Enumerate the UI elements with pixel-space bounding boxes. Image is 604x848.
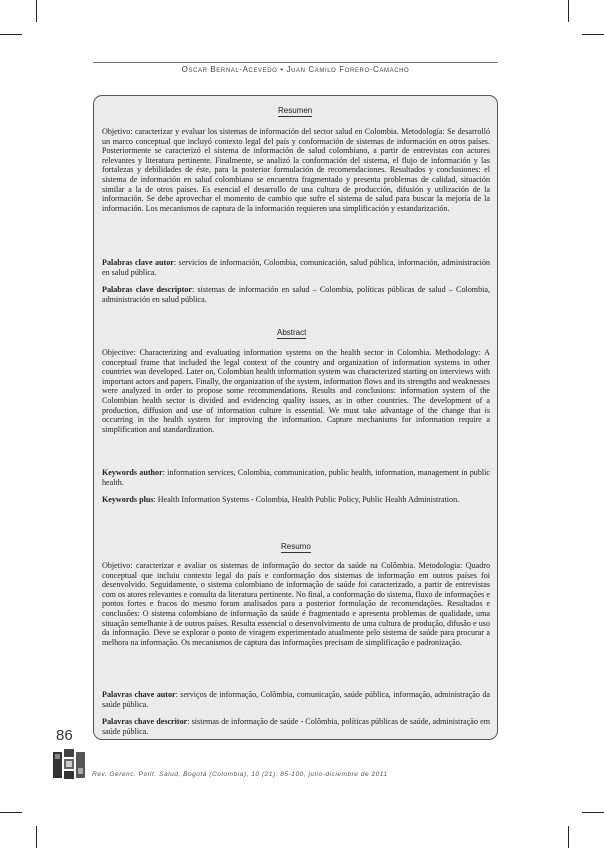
crop-mark-bottom-left-v xyxy=(36,826,37,848)
abstract-keywords-plus xyxy=(102,495,490,505)
resumo-title: Resumo xyxy=(281,542,311,551)
resumo-kw-author-text: : serviços de informação, Colômbia, comunicação, saúde pública, informação, administração da saúde pública. xyxy=(102,690,490,709)
resumen-kw-author-label: Palabras clave autor xyxy=(102,258,174,267)
resumen-keywords-descriptor xyxy=(102,285,490,304)
running-head: Oscar Bernal-Acevedo • Juan Camilo Forero-Camacho xyxy=(181,65,410,74)
abstract-body: Objective: Characterizing and evaluating information systems on the health sector in Colombia. Methodology: A conceptual frame that included the legal context of the country and organization of information systems in other countries was developed. Later on, Colombian health information system was characterized starting on interviews with important actors and papers. Finally, the organization of the system, information flows and its strengths and weaknesses were analyzed in order to propose some recommendations. Results and conclusions: information system of the Colombian health sector is divided and evidencing quality issues, as in other countries. The development of a production, diffusion and use of information culture is essential. We must take advantage of the change that is occurring in the health system for improving the information. Capture mechanisms for information require a simplification and standardization. xyxy=(102,348,490,434)
page-number: 86 xyxy=(56,727,73,744)
resumo-keywords-author xyxy=(102,690,490,709)
crop-mark-top-right-v xyxy=(568,0,569,22)
crop-mark-bottom-left-h xyxy=(0,812,22,813)
journal-logo-icon xyxy=(52,748,86,782)
resumo-kw-desc-text: : sistemas de informação de saúde - Colômbia, políticas públicas de saúde, administração em saúde pública. xyxy=(102,717,490,736)
abstract-kw-plus-label: Keywords plus xyxy=(102,495,154,504)
resumen-title: Resumen xyxy=(278,106,313,115)
resumen-kw-author-text: : servicios de información, Colombia, comunicación, salud pública, información, administración en salud pública. xyxy=(102,258,490,277)
crop-mark-top-left-v xyxy=(36,0,37,22)
abstract-kw-author-text: : information services, Colombia, communication, public health, information, management in public health. xyxy=(102,468,490,487)
resumen-kw-desc-text: : sistemas de información en salud – Colombia, políticas públicas de salud – Colombia, administración en salud pública. xyxy=(102,285,490,304)
resumen-body: Objetivo: caracterizar y evaluar los sistemas de información del sector salud en Colombia. Metodología: Se desarrolló un marco conceptual que incluyó contexto legal del país y conformación de sistemas de información en otros países. Posteriormente se caracterizó el sistema de información de salud colombiano, a partir de entrevistas con actores relevantes y literatura pertinente. Finalmente, se analizó la conformación del sistema, el flujo de información y las fortalezas y debilidades de éste, para la posterior formulación de recomendaciones. Resultados y conclusiones: el sistema de información en salud colombiano se encuentra fragmentado y presenta problemas de calidad, situación similar a la de otros países. Es esencial el desarrollo de una cultura de producción, difusión y utilización de la información. Se debe aprovechar el momento de cambio que sufre el sistema de salud para buscar la mejoría de la información. Los mecanismos de captura de la información requieren una simplificación y estandarización. xyxy=(102,127,490,213)
abstract-title: Abstract xyxy=(277,328,307,337)
resumo-kw-desc-label: Palavras chave descritor xyxy=(102,717,188,726)
abstract-kw-plus-text: : Health Information Systems - Colombia, Health Public Policy, Public Health Administration. xyxy=(153,495,460,504)
footer-citation: Rev. Gerenc. Polít. Salud, Bogotá (Colombia), 10 (21): 85-100, julio-diciembre de 2011 xyxy=(92,771,388,778)
crop-mark-top-left-h xyxy=(0,34,22,35)
resumo-keywords-descriptor xyxy=(102,717,490,736)
resumen-kw-desc-label: Palabras clave descriptor xyxy=(102,285,192,294)
crop-mark-top-right-h xyxy=(582,34,604,35)
resumo-kw-author-label: Palavras chave autor xyxy=(102,690,176,699)
crop-mark-bottom-right-h xyxy=(582,812,604,813)
abstract-keywords-author xyxy=(102,468,490,487)
abstract-kw-author-label: Keywords author xyxy=(102,468,163,477)
header-rule xyxy=(93,62,498,63)
resumen-keywords-author xyxy=(102,258,490,277)
resumo-body: Objetivo: caracterizar e avaliar os sistemas de informação do sector da saúde na Colômbia. Metodologia: Quadro conceptual que incluiu contexto legal do país e conformação dos sistemas de informação em outros países foi desenvolvido. Seguidamente, o sistema colombiano de informação de saúde foi caracterizado, a partir de entrevistas com os atores relevantes e consulta da literatura pertinente. No final, a conformação do sistema, fluxo de informações e pontos fortes e fracos do mesmo foram analisados para a posterior formulação de recomendações. Resultados e conclusões: O sistema colombiano de informação da saúde é fragmentado e apresenta problemas de qualidade, uma situação semelhante à de outros países. Resulta essencial o desenvolvimento de uma cultura de produção, difusão e uso da informação. Deve se explorar o ponto de viragem experimentado atualmente pelo sistema de saúde para procurar a melhora na informação. Os mecanismos de captura das informações precisam de simplificação e padronização. xyxy=(102,561,490,647)
crop-mark-bottom-right-v xyxy=(568,826,569,848)
